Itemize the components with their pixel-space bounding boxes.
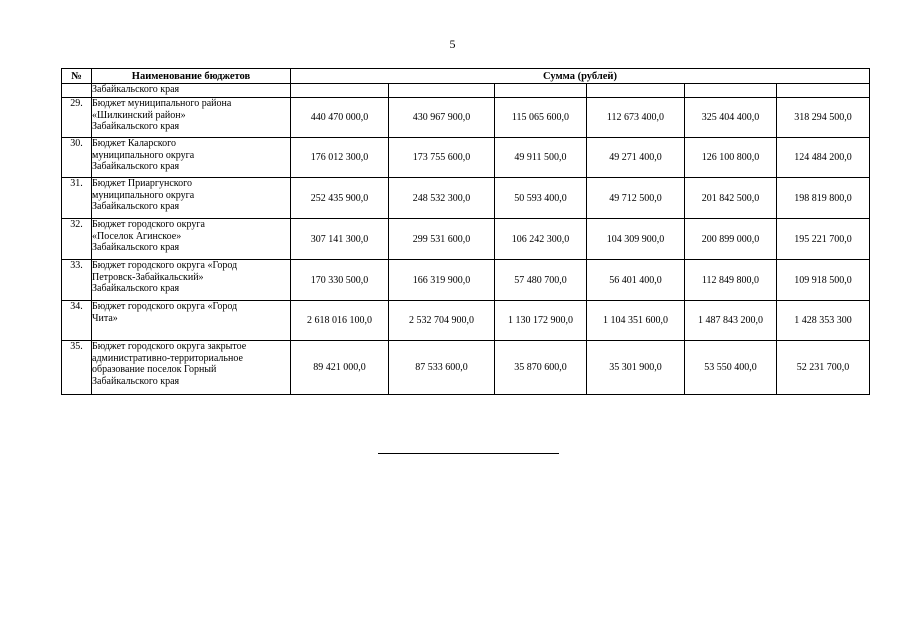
footer-rule	[378, 453, 559, 454]
budget-name-line: Забайкальского края	[92, 121, 180, 132]
budget-name	[92, 138, 291, 178]
budget-name-line: образование поселок Горный	[92, 364, 217, 375]
table-row	[62, 301, 870, 341]
sum-cell: 52 231 700,0	[777, 341, 870, 395]
table-row	[62, 219, 870, 260]
row-number: 32.	[62, 219, 92, 260]
sum-cell: 318 294 500,0	[777, 98, 870, 138]
sum-cell: 35 870 600,0	[495, 341, 587, 395]
budget-name-line: Забайкальского края	[92, 161, 180, 172]
sum-cell: 200 899 000,0	[685, 219, 777, 260]
budget-name-line: муниципального округа	[92, 189, 195, 201]
budget-name-line: Бюджет городского округа «Город	[92, 260, 238, 271]
row-number: 35.	[62, 341, 92, 395]
sum-cell: 106 242 300,0	[495, 219, 587, 260]
sum-cell: 170 330 500,0	[291, 260, 389, 301]
row-number: 33.	[62, 260, 92, 301]
sum-cell: 299 531 600,0	[389, 219, 495, 260]
budget-name-line: Бюджет городского округа «Город	[92, 301, 238, 312]
sum-cell: 57 480 700,0	[495, 260, 587, 301]
sum-cell: 2 618 016 100,0	[291, 301, 389, 341]
budget-name-line: «Шилкинский район»	[92, 109, 186, 121]
sum-cell: 35 301 900,0	[587, 341, 685, 395]
budget-name-line: Забайкальского края	[92, 201, 180, 212]
sum-cell: 173 755 600,0	[389, 138, 495, 178]
header-name: Наименование бюджетов	[92, 69, 291, 84]
budget-name-line: Бюджет городского округа закрытое	[92, 341, 247, 352]
sum-cell: 307 141 300,0	[291, 219, 389, 260]
sum-cell: 176 012 300,0	[291, 138, 389, 178]
sum-cell: 49 271 400,0	[587, 138, 685, 178]
continuation-name: Забайкальского края	[92, 84, 291, 98]
sum-cell: 1 487 843 200,0	[685, 301, 777, 341]
sum-cell: 1 130 172 900,0	[495, 301, 587, 341]
sum-cell: 2 532 704 900,0	[389, 301, 495, 341]
budget-name	[92, 260, 291, 301]
page-number: 5	[449, 37, 456, 51]
sum-cell: 49 712 500,0	[587, 178, 685, 219]
budget-table	[61, 68, 870, 395]
sum-cell: 87 533 600,0	[389, 341, 495, 395]
budget-name-line: Забайкальского края	[92, 375, 180, 387]
sum-cell: 201 842 500,0	[685, 178, 777, 219]
budget-name-line: Забайкальского края	[92, 242, 180, 253]
sum-cell: 115 065 600,0	[495, 98, 587, 138]
row-number: 29.	[62, 98, 92, 138]
budget-name-line: Чита»	[92, 312, 118, 324]
budget-name	[92, 178, 291, 219]
sum-cell: 126 100 800,0	[685, 138, 777, 178]
header-row	[62, 69, 870, 84]
budget-name-line: Петровск-Забайкальский»	[92, 271, 204, 283]
budget-name	[92, 341, 291, 395]
budget-name-line: Бюджет Приаргунского	[92, 178, 192, 189]
budget-name	[92, 98, 291, 138]
sum-cell: 166 319 900,0	[389, 260, 495, 301]
budget-name	[92, 301, 291, 341]
sum-cell: 112 849 800,0	[685, 260, 777, 301]
sum-cell: 440 470 000,0	[291, 98, 389, 138]
sum-cell: 53 550 400,0	[685, 341, 777, 395]
sum-cell: 49 911 500,0	[495, 138, 587, 178]
header-num: №	[62, 69, 92, 84]
sum-cell: 325 404 400,0	[685, 98, 777, 138]
row-number: 31.	[62, 178, 92, 219]
table-row	[62, 260, 870, 301]
sum-cell: 124 484 200,0	[777, 138, 870, 178]
sum-cell: 104 309 900,0	[587, 219, 685, 260]
sum-cell: 1 104 351 600,0	[587, 301, 685, 341]
sum-cell: 195 221 700,0	[777, 219, 870, 260]
budget-name-line: муниципального округа	[92, 149, 195, 161]
sum-cell: 1 428 353 300	[777, 301, 870, 341]
sum-cell: 112 673 400,0	[587, 98, 685, 138]
budget-name-line: «Поселок Агинское»	[92, 230, 182, 242]
budget-name	[92, 219, 291, 260]
header-sum: Сумма (рублей)	[291, 69, 870, 84]
sum-cell: 56 401 400,0	[587, 260, 685, 301]
continuation-row	[62, 84, 870, 98]
budget-name-line: Бюджет муниципального района	[92, 98, 232, 109]
budget-name-line: Бюджет Каларского	[92, 138, 177, 149]
table-row	[62, 178, 870, 219]
table-row	[62, 138, 870, 178]
sum-cell: 248 532 300,0	[389, 178, 495, 219]
sum-cell: 89 421 000,0	[291, 341, 389, 395]
sum-cell: 252 435 900,0	[291, 178, 389, 219]
sum-cell: 109 918 500,0	[777, 260, 870, 301]
row-number: 34.	[62, 301, 92, 341]
budget-name-line: Забайкальского края	[92, 283, 180, 294]
sum-cell: 430 967 900,0	[389, 98, 495, 138]
table-row	[62, 98, 870, 138]
row-number: 30.	[62, 138, 92, 178]
sum-cell: 198 819 800,0	[777, 178, 870, 219]
budget-name-line: Бюджет городского округа	[92, 219, 205, 230]
budget-name-line: административно-территориальное	[92, 352, 243, 364]
sum-cell: 50 593 400,0	[495, 178, 587, 219]
table-row	[62, 341, 870, 395]
